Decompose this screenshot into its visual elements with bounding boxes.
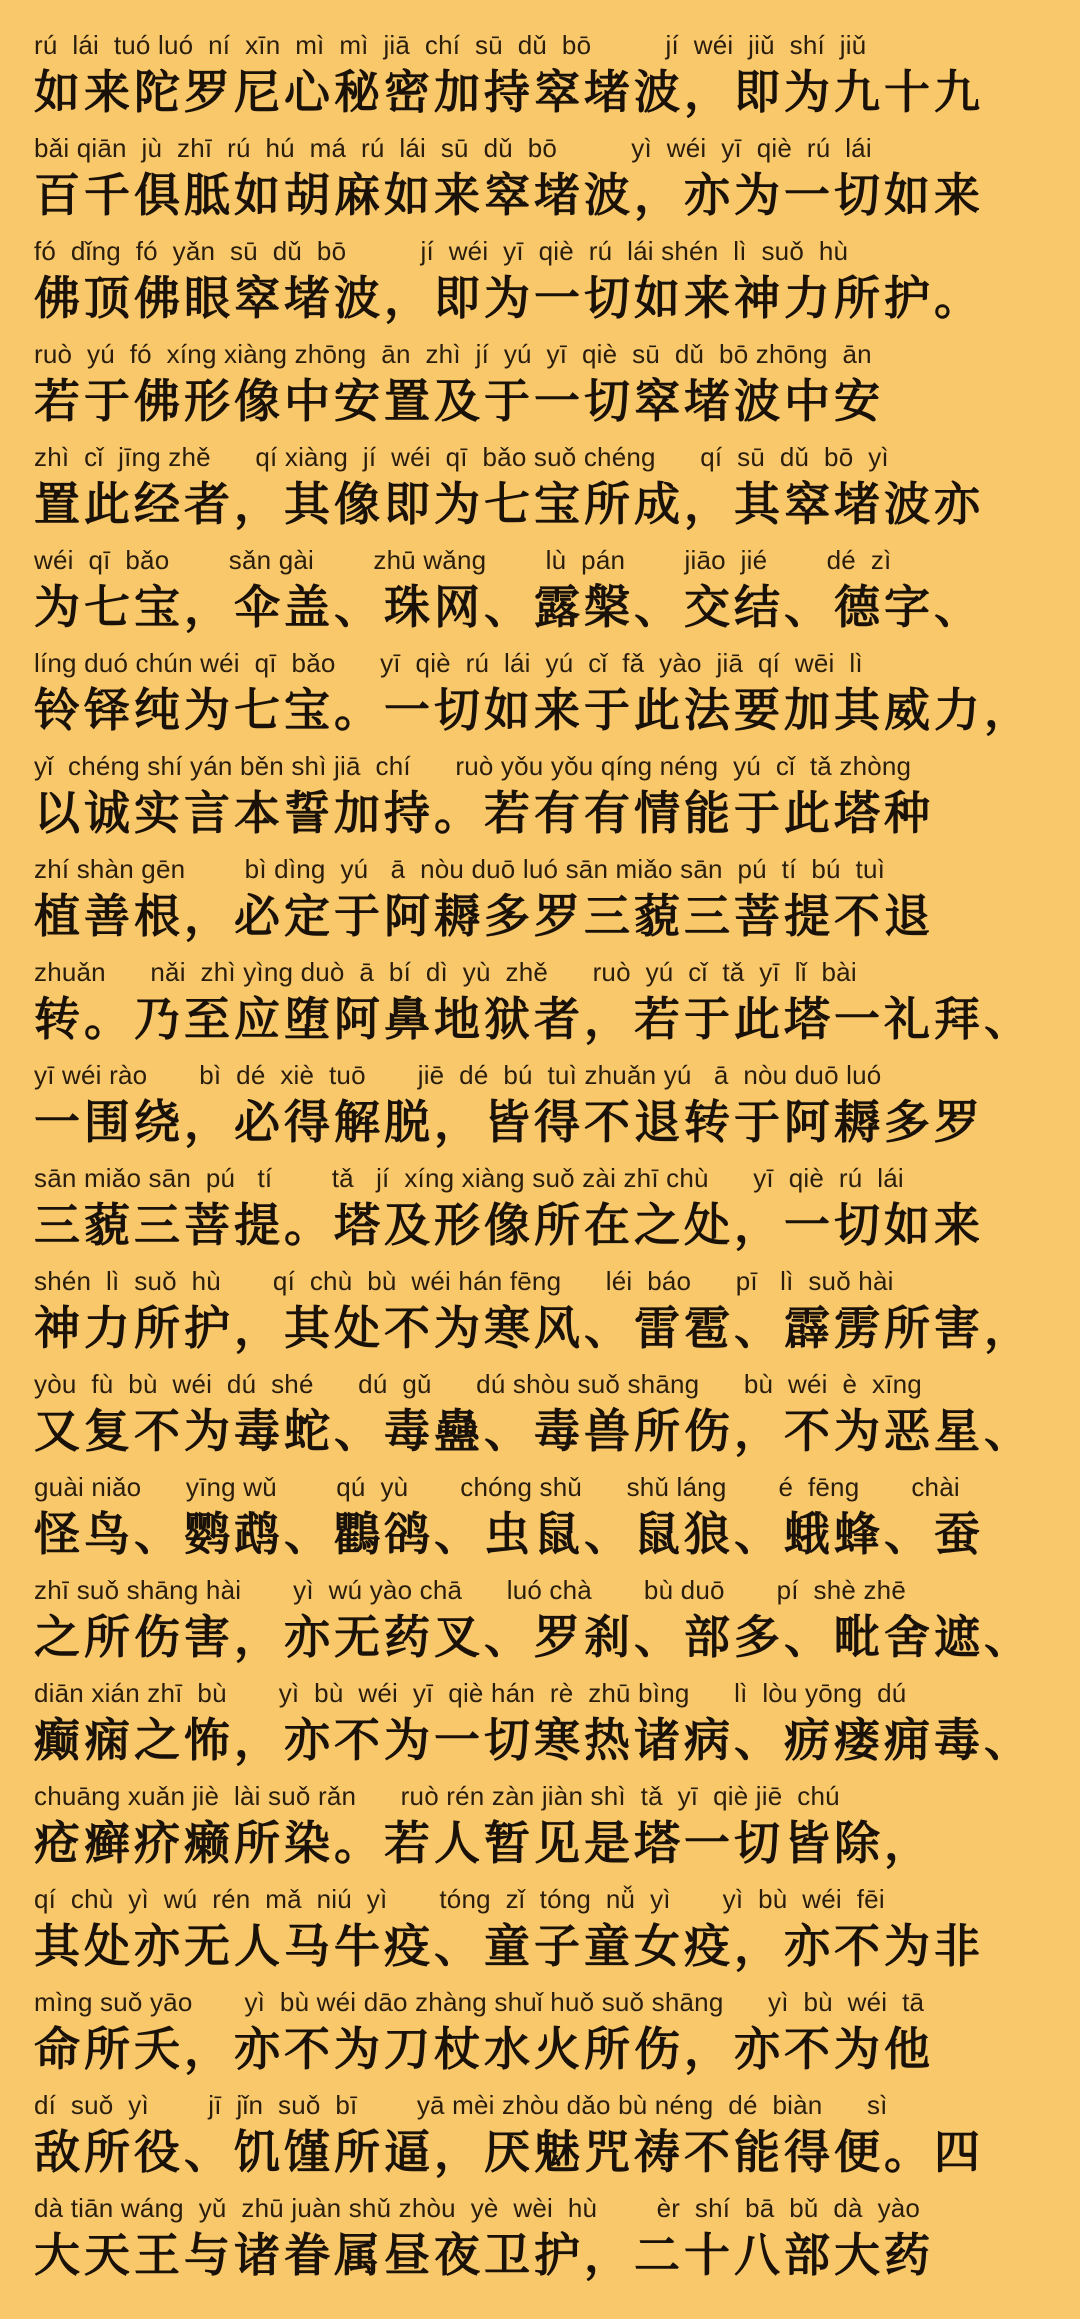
- text-block: [34, 440, 1046, 543]
- pinyin-line: wéi qī bǎo sǎn gài zhū wǎng lù pán jiāo jié dé zì: [34, 545, 892, 575]
- hanzi-line: 神力所护，其处不为寒风、雷雹、霹雳所害，: [34, 1301, 1034, 1355]
- pinyin-line: zhì cǐ jīng zhě qí xiàng jí wéi qī bǎo suǒ chéng qí sū dǔ bō yì: [34, 442, 889, 472]
- hanzi-line: 如来陀罗尼心秘密加持窣堵波，即为九十九: [34, 65, 984, 119]
- hanzi-line: 为七宝，伞盖、珠网、露槃、交结、德字、: [34, 580, 984, 634]
- pinyin-line: bǎi qiān jù zhī rú hú má rú lái sū dǔ bō yì wéi yī qiè rú lái: [34, 133, 872, 163]
- pinyin-line: zhī suǒ shāng hài yì wú yào chā luó chà bù duō pí shè zhē: [34, 1575, 907, 1605]
- hanzi-line: 三藐三菩提。塔及形像所在之处，一切如来: [34, 1198, 984, 1252]
- text-block: [34, 1161, 1046, 1264]
- text-block: [34, 131, 1046, 234]
- hanzi-line: 命所夭，亦不为刀杖水火所伤，亦不为他: [34, 2022, 934, 2076]
- pinyin-line: guài niǎo yīng wǔ qú yù chóng shǔ shǔ láng é fēng chài: [34, 1472, 960, 1502]
- hanzi-line: 转。乃至应堕阿鼻地狱者，若于此塔一礼拜、: [34, 992, 1034, 1046]
- text-block: [34, 543, 1046, 646]
- text-block: [34, 1985, 1046, 2088]
- pinyin-line: yī wéi rào bì dé xiè tuō jiē dé bú tuì zhuǎn yú ā nòu duō luó: [34, 1060, 882, 1090]
- hanzi-line: 疮癣疥癞所染。若人暂见是塔一切皆除，: [34, 1816, 934, 1870]
- pinyin-line: yǐ chéng shí yán běn shì jiā chí ruò yǒu yǒu qíng néng yú cǐ tǎ zhòng: [34, 751, 912, 781]
- pinyin-line: chuāng xuǎn jiè lài suǒ rǎn ruò rén zàn jiàn shì tǎ yī qiè jiē chú: [34, 1781, 840, 1811]
- pinyin-line: rú lái tuó luó ní xīn mì mì jiā chí sū dǔ bō jí wéi jiǔ shí jiǔ: [34, 30, 867, 60]
- hanzi-line: 癫痫之怖，亦不为一切寒热诸病、疬瘘痈毒、: [34, 1713, 1034, 1767]
- text-block: [34, 28, 1046, 131]
- hanzi-line: 佛顶佛眼窣堵波，即为一切如来神力所护。: [34, 271, 984, 325]
- hanzi-line: 又复不为毒蛇、毒蠱、毒兽所伤，不为恶星、: [34, 1404, 1034, 1458]
- hanzi-line: 大天王与诸眷属昼夜卫护，二十八部大药: [34, 2228, 934, 2282]
- hanzi-line: 敌所役、饥馑所逼，厌魅咒祷不能得便。四: [34, 2125, 984, 2179]
- hanzi-line: 铃铎纯为七宝。一切如来于此法要加其威力，: [34, 683, 1034, 737]
- pinyin-line: shén lì suǒ hù qí chù bù wéi hán fēng léi báo pī lì suǒ hài: [34, 1266, 894, 1296]
- pinyin-line: fó dǐng fó yǎn sū dǔ bō jí wéi yī qiè rú lái shén lì suǒ hù: [34, 236, 849, 266]
- pinyin-line: diān xián zhī bù yì bù wéi yī qiè hán rè zhū bìng lì lòu yōng dú: [34, 1678, 907, 1708]
- pinyin-line: qí chù yì wú rén mǎ niú yì tóng zǐ tóng nǚ yì yì bù wéi fēi: [34, 1884, 885, 1914]
- hanzi-line: 其处亦无人马牛疫、童子童女疫，亦不为非: [34, 1919, 984, 1973]
- hanzi-line: 百千俱胝如胡麻如来窣堵波，亦为一切如来: [34, 168, 984, 222]
- pinyin-line: sān miǎo sān pú tí tǎ jí xíng xiàng suǒ zài zhī chù yī qiè rú lái: [34, 1163, 904, 1193]
- text-block: [34, 337, 1046, 440]
- hanzi-line: 以诚实言本誓加持。若有有情能于此塔种: [34, 786, 934, 840]
- text-block: [34, 749, 1046, 852]
- hanzi-line: 一围绕，必得解脱，皆得不退转于阿耨多罗: [34, 1095, 984, 1149]
- text-block: [34, 1882, 1046, 1985]
- pinyin-line: zhí shàn gēn bì dìng yú ā nòu duō luó sān miǎo sān pú tí bú tuì: [34, 854, 886, 884]
- pinyin-line: yòu fù bù wéi dú shé dú gǔ dú shòu suǒ shāng bù wéi è xīng: [34, 1369, 922, 1399]
- text-block: [34, 1367, 1046, 1470]
- pinyin-line: dí suǒ yì jī jǐn suǒ bī yā mèi zhòu dǎo bù néng dé biàn sì: [34, 2090, 888, 2120]
- hanzi-line: 置此经者，其像即为七宝所成，其窣堵波亦: [34, 477, 984, 531]
- text-block: [34, 646, 1046, 749]
- text-block: [34, 2191, 1046, 2294]
- text-block: [34, 1779, 1046, 1882]
- pinyin-line: mìng suǒ yāo yì bù wéi dāo zhàng shuǐ huǒ suǒ shāng yì bù wéi tā: [34, 1987, 925, 2017]
- text-block: [34, 955, 1046, 1058]
- text-block: [34, 1264, 1046, 1367]
- pinyin-line: dà tiān wáng yǔ zhū juàn shǔ zhòu yè wèi hù èr shí bā bǔ dà yào: [34, 2193, 921, 2223]
- pinyin-line: zhuǎn nǎi zhì yìng duò ā bí dì yù zhě ruò yú cǐ tǎ yī lǐ bài: [34, 957, 857, 987]
- hanzi-line: 若于佛形像中安置及于一切窣堵波中安: [34, 374, 884, 428]
- hanzi-line: 怪鸟、鹦鹉、鸜鹆、虫鼠、鼠狼、蛾蜂、蚕: [34, 1507, 984, 1561]
- pinyin-line: ruò yú fó xíng xiàng zhōng ān zhì jí yú yī qiè sū dǔ bō zhōng ān: [34, 339, 872, 369]
- text-block: [34, 1470, 1046, 1573]
- text-block: [34, 1676, 1046, 1779]
- hanzi-line: 植善根，必定于阿耨多罗三藐三菩提不退: [34, 889, 934, 943]
- text-block: [34, 852, 1046, 955]
- pinyin-line: líng duó chún wéi qī bǎo yī qiè rú lái yú cǐ fǎ yào jiā qí wēi lì: [34, 648, 863, 678]
- hanzi-line: 之所伤害，亦无药叉、罗刹、部多、毗舍遮、: [34, 1610, 1034, 1664]
- text-block: [34, 2088, 1046, 2191]
- text-block: [34, 1573, 1046, 1676]
- text-block: [34, 1058, 1046, 1161]
- text-block: [34, 234, 1046, 337]
